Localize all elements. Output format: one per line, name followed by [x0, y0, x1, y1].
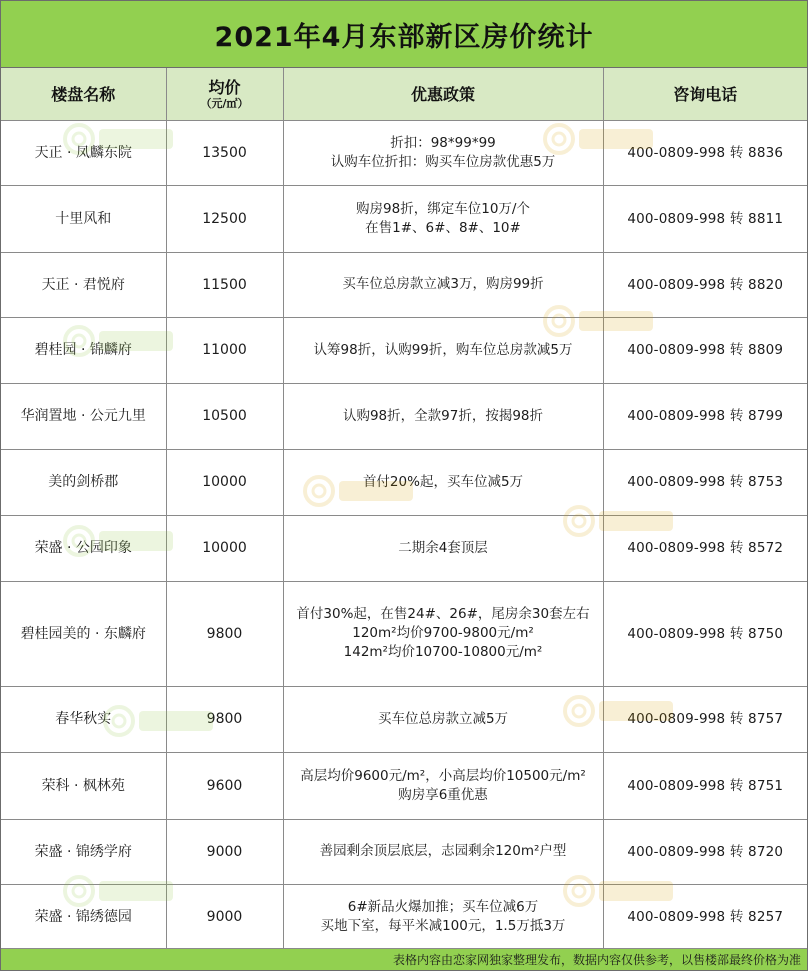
table-row — [1, 383, 807, 449]
discount-policy — [283, 581, 603, 686]
consult-phone: 400-0809-998 转 8836 — [603, 120, 807, 185]
policy-line: 认购车位折扣：购买车位房款优惠5万 — [330, 153, 556, 170]
table-row — [1, 317, 807, 383]
avg-price: 11000 — [166, 317, 283, 383]
policy-line: 在售1#、6#、8#、10# — [365, 219, 521, 236]
avg-price: 10500 — [166, 383, 283, 449]
table-row — [1, 515, 807, 581]
header-price — [166, 68, 283, 120]
consult-phone: 400-0809-998 转 8820 — [603, 252, 807, 317]
policy-line: 120m²均价9700-9800元/m² — [352, 625, 534, 641]
project-name: 春华秋实 — [1, 686, 166, 752]
discount-policy — [283, 752, 603, 819]
avg-price: 9000 — [166, 819, 283, 884]
discount-policy — [283, 383, 603, 449]
table-row — [1, 819, 807, 884]
project-name: 碧桂园美的 · 东麟府 — [1, 581, 166, 686]
project-name: 天正 · 君悦府 — [1, 252, 166, 317]
price-table — [1, 68, 807, 951]
consult-phone: 400-0809-998 转 8811 — [603, 185, 807, 252]
table-row — [1, 581, 807, 686]
policy-line: 善园剩余顶层底层，志园剩余120m²户型 — [319, 843, 567, 859]
project-name: 荣盛 · 公园印象 — [1, 515, 166, 581]
avg-price: 9800 — [166, 686, 283, 752]
policy-line: 首付30%起，在售24#、26#，尾房余30套左右 — [296, 606, 590, 622]
table-row — [1, 752, 807, 819]
header-name: 楼盘名称 — [1, 68, 166, 120]
project-name: 碧桂园 · 锦麟府 — [1, 317, 166, 383]
consult-phone: 400-0809-998 转 8751 — [603, 752, 807, 819]
consult-phone: 400-0809-998 转 8799 — [603, 383, 807, 449]
consult-phone: 400-0809-998 转 8720 — [603, 819, 807, 884]
discount-policy — [283, 819, 603, 884]
project-name: 荣盛 · 锦绣学府 — [1, 819, 166, 884]
policy-line: 买车位总房款立减5万 — [377, 710, 509, 727]
policy-line: 买地下室，每平米减100元，1.5万抵3万 — [320, 918, 566, 934]
footer-note: 表格内容由恋家网独家整理发布，数据内容仅供参考，以售楼部最终价格为准 — [1, 948, 807, 970]
policy-line: 二期余4套顶层 — [398, 539, 488, 556]
discount-policy — [283, 252, 603, 317]
table-row — [1, 120, 807, 185]
policy-line: 高层均价9600元/m²，小高层均价10500元/m² — [300, 767, 586, 784]
policy-line: 142m²均价10700-10800元/m² — [343, 644, 543, 660]
table-row — [1, 449, 807, 515]
consult-phone: 400-0809-998 转 8753 — [603, 449, 807, 515]
consult-phone: 400-0809-998 转 8757 — [603, 686, 807, 752]
avg-price: 9000 — [166, 884, 283, 950]
consult-phone: 400-0809-998 转 8809 — [603, 317, 807, 383]
discount-policy — [283, 449, 603, 515]
table-row — [1, 252, 807, 317]
discount-policy — [283, 317, 603, 383]
table-body — [1, 120, 807, 950]
header-price-unit: （元/㎡） — [200, 96, 249, 110]
header-policy: 优惠政策 — [283, 68, 603, 120]
project-name: 十里风和 — [1, 185, 166, 252]
policy-line: 首付20%起，买车位减5万 — [362, 473, 524, 490]
consult-phone: 400-0809-998 转 8750 — [603, 581, 807, 686]
avg-price: 12500 — [166, 185, 283, 252]
project-name: 荣盛 · 锦绣德园 — [1, 884, 166, 950]
consult-phone: 400-0809-998 转 8572 — [603, 515, 807, 581]
avg-price: 10000 — [166, 515, 283, 581]
avg-price: 9600 — [166, 752, 283, 819]
table-row — [1, 185, 807, 252]
project-name: 荣科 · 枫林苑 — [1, 752, 166, 819]
header-price-label: 均价 — [208, 77, 241, 97]
avg-price: 10000 — [166, 449, 283, 515]
project-name: 天正 · 凤麟东院 — [1, 120, 166, 185]
policy-line: 6#新品火爆加推；买车位减6万 — [347, 899, 539, 915]
discount-policy — [283, 686, 603, 752]
avg-price: 11500 — [166, 252, 283, 317]
policy-line: 认筹98折，认购99折，购车位总房款减5万 — [313, 341, 573, 358]
table-header-row — [1, 68, 807, 120]
consult-phone: 400-0809-998 转 8257 — [603, 884, 807, 950]
discount-policy — [283, 185, 603, 252]
table-row — [1, 686, 807, 752]
policy-line: 购房98折，绑定车位10万/个 — [356, 200, 530, 217]
policy-line: 折扣：98*99*99 — [390, 134, 496, 151]
header-phone: 咨询电话 — [603, 68, 807, 120]
discount-policy — [283, 120, 603, 185]
policy-line: 买车位总房款立减3万，购房99折 — [342, 276, 544, 292]
discount-policy — [283, 884, 603, 950]
policy-line: 购房享6重优惠 — [398, 786, 488, 803]
avg-price: 13500 — [166, 120, 283, 185]
table-row — [1, 884, 807, 950]
discount-policy — [283, 515, 603, 581]
project-name: 美的剑桥郡 — [1, 449, 166, 515]
avg-price: 9800 — [166, 581, 283, 686]
policy-line: 认购98折，全款97折，按揭98折 — [342, 407, 544, 424]
project-name: 华润置地 · 公元九里 — [1, 383, 166, 449]
sheet-title: 2021年4月东部新区房价统计 — [1, 1, 807, 68]
